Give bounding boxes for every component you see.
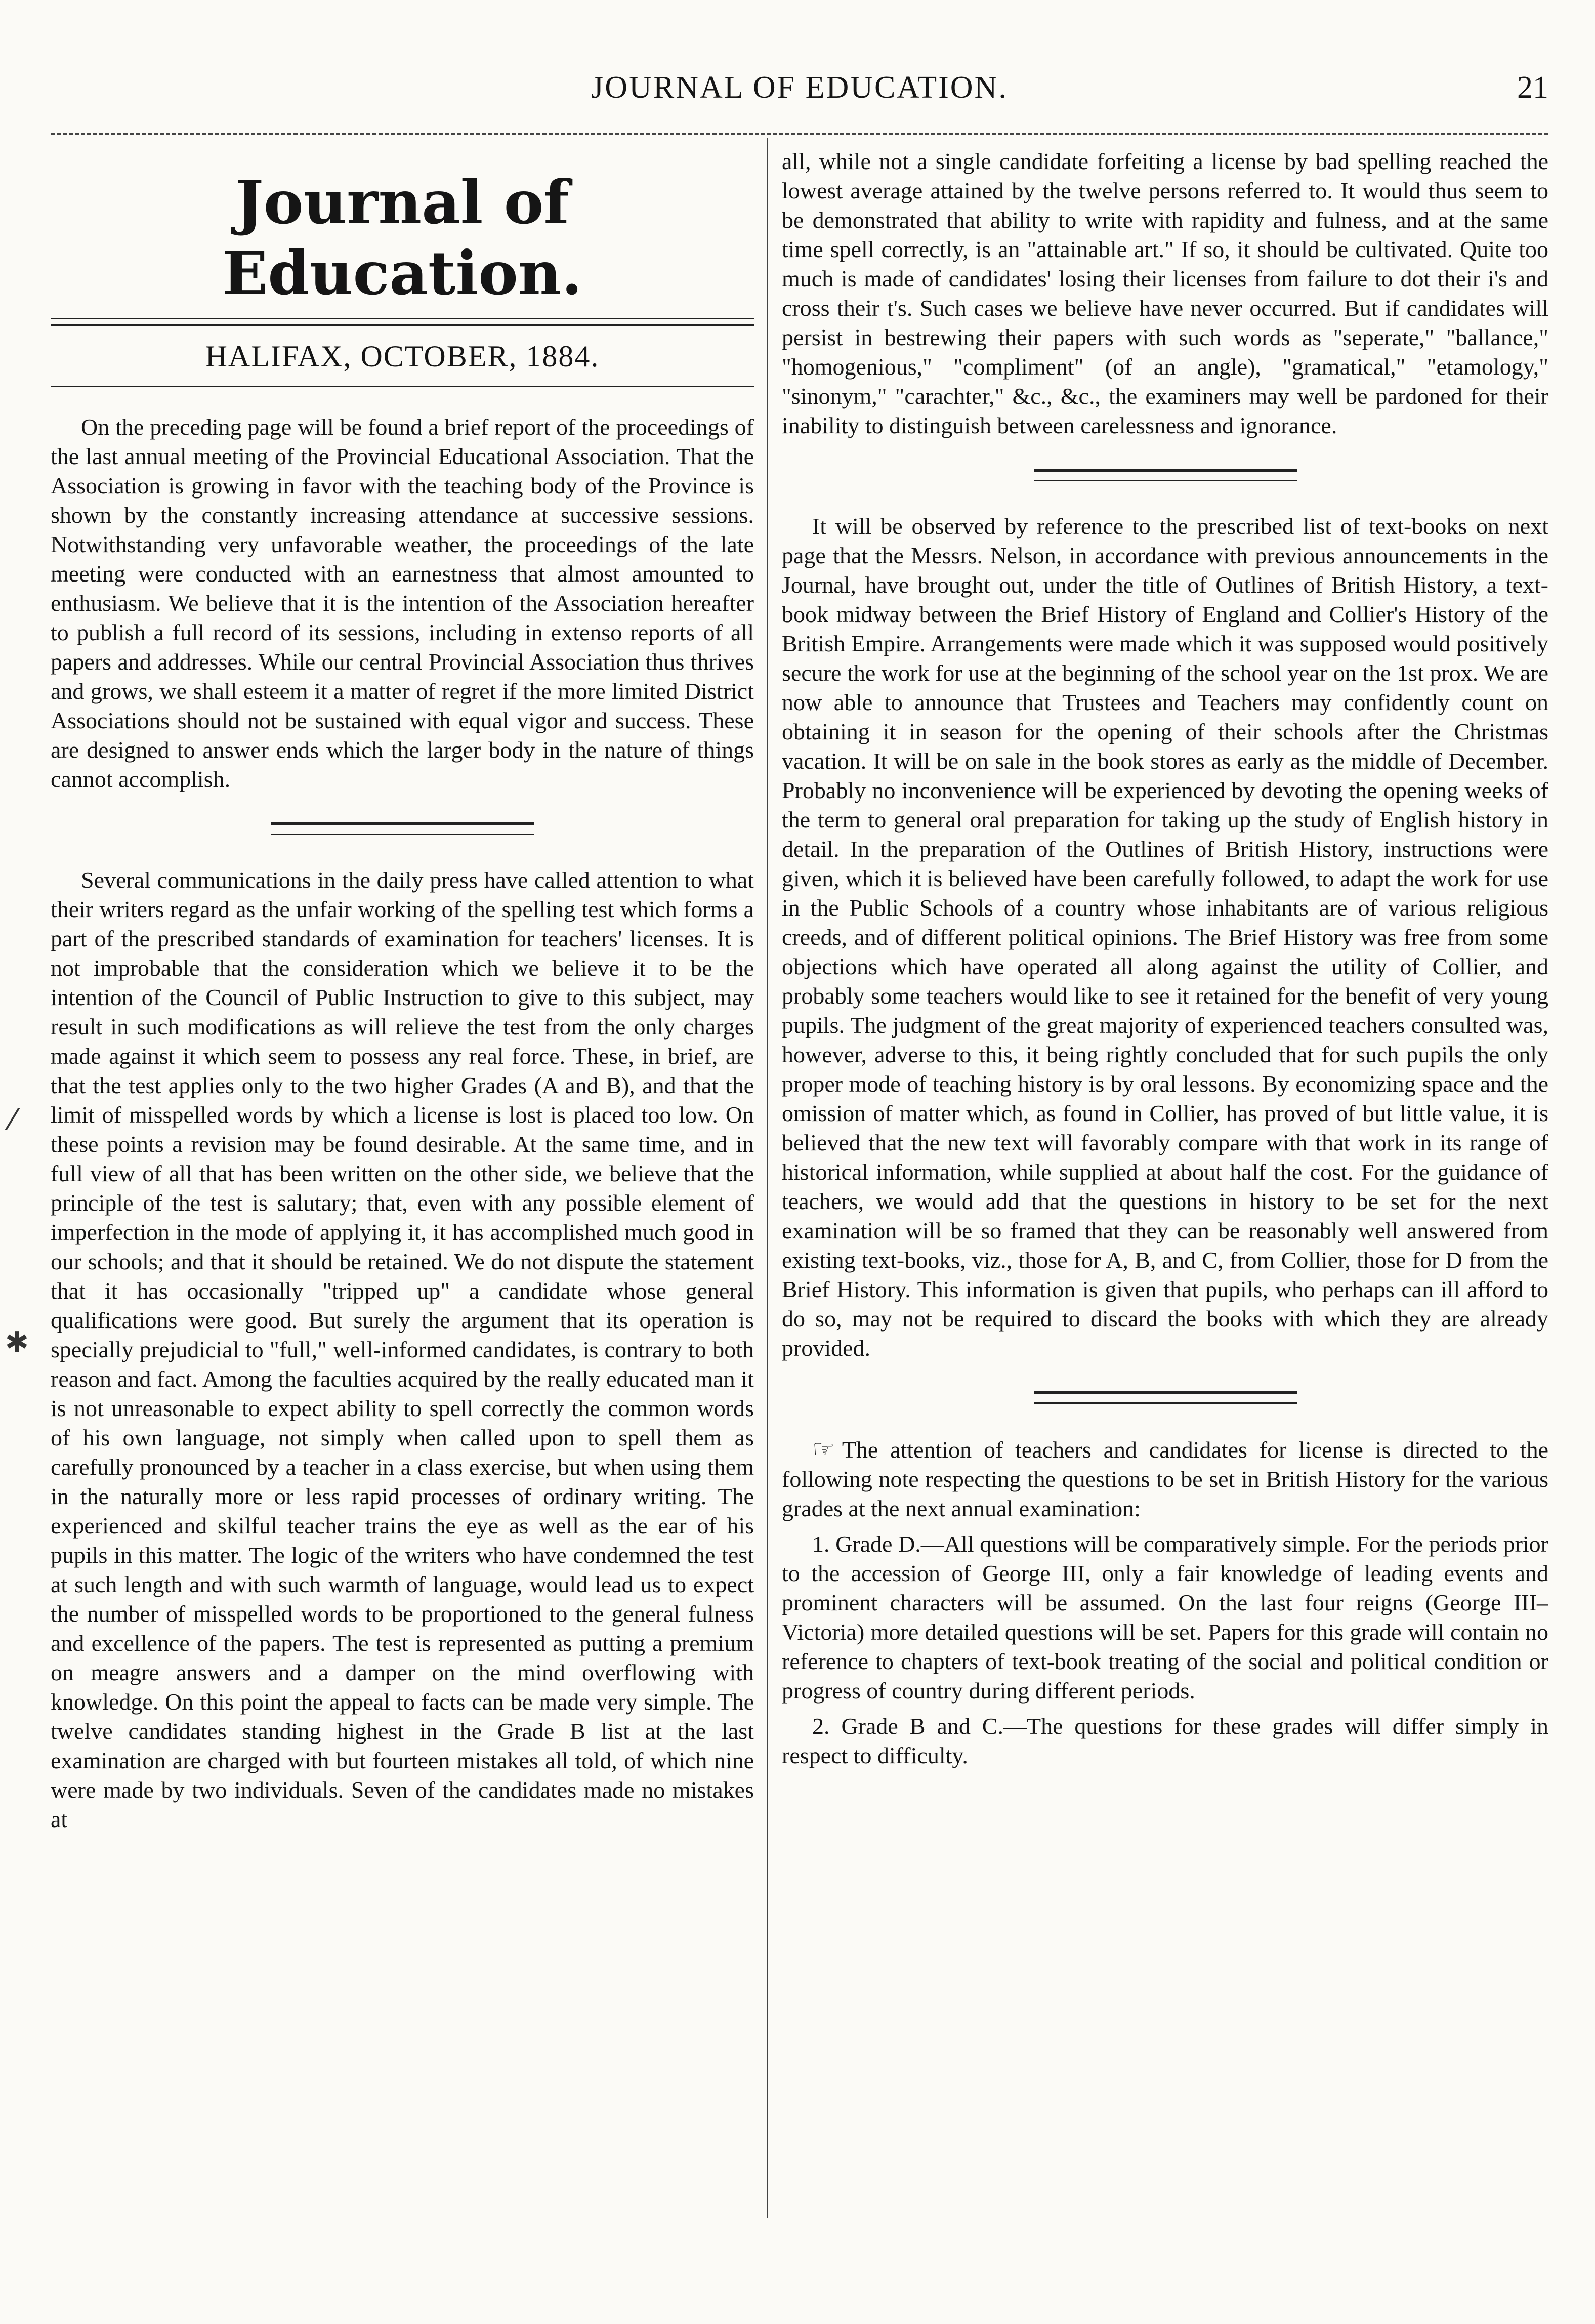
left-column	[51, 147, 754, 2212]
editorial-paragraph-association: On the preceding page will be found a brief report of the proceedings of the last annual meeting of the Provincial Educational Association. That the Association is growing in favor with the teaching body of the Province is shown by the constantly increasing attendance at successive sessions. Notwithstanding very unfavorable weather, the proceedings of the late meeting were conducted with an earnestness that almost amounted to enthusiasm. We believe that it is the intention of the Association hereafter to publish a full record of its sessions, including in extenso reports of all papers and addresses. While our central Provincial Association thus thrives and grows, we shall esteem it a matter of regret if the more limited District Associations should not be sustained with equal vigor and success. These are designed to answer ends which the larger body in the nature of things cannot accomplish.	[51, 414, 754, 792]
dateline: HALIFAX, OCTOBER, 1884.	[205, 340, 600, 373]
masthead-rule	[51, 318, 754, 326]
margin-asterisk-icon: ✱	[5, 1326, 29, 1359]
editorial-paragraph-spelling-test-continued: all, while not a single candidate forfeiting a license by bad spelling reached the lowest average attained by the twelve persons referred to. It would thus seem to be demonstrated that ability to write with rapidity and fulness, and at the same time spell correctly, is an "attainable art." If so, it should be cultivated. Quite too much is made of candidates' losing their licenses from failure to dot their i's and cross their t's. Such cases we believe have never occurred. But if candidates will persist in bestrewing their papers with such words as "seperate," "ballance," "homogenious," "compliment" (of an angle), "gramatical," "etamology," "sinonym," "carachter," &c., &c., the examiners may well be pardoned for their inability to distinguish between carelessness and ignorance.	[782, 148, 1548, 438]
masthead-title: Journal of Education.	[222, 167, 582, 308]
notice-text: The attention of teachers and candidates for license is directed to the following note respecting the questions to be set in British History for the various grades at the next annual examination:	[782, 1437, 1548, 1521]
editorial-paragraph-spelling-test: Several communications in the daily press have called attention to what their writers regard as the unfair working of the spelling test which forms a part of the prescribed standards of examination for teachers' licenses. It is not improbable that the consideration which we believe it to be the intention of the Council of Public Instruction to give to this subject, may result in such modifications as will relieve the test from the only charges made against it which seem to possess any real force. These, in brief, are that the test applies only to the two higher Grades (A and B), and that the limit of misspelled words by which a license is lost is placed too low. On these points a revision may be found desirable. At the same time, and in full view of all that has been written on the other side, we believe that the principle of the test is salutary; that, even with any possible element of imperfection in the mode of applying it, it has accomplished much good in our schools; and that it should be retained. We do not dispute the statement that it has occasionally "tripped up" a candidate whose general qualifications were good. But surely the argument that its operation is specially prejudicial to "full," well-informed candidates, is contrary to both reason and fact. Among the faculties acquired by the really educated man it is not unreasonable to expect ability to spell correctly the common words of his own language, not simply when called upon to spell them as carefully pronounced by a teacher in a class exercise, but when using them in the naturally more or less rapid processes of ordinary writing. The experienced and skilful teacher trains the eye as well as the ear of his pupils in this matter. The logic of the writers who have condemned the test at such length and with such warmth of language, would lead us to expect the number of misspelled words to be proportioned to the general fulness and excellence of the papers. The test is represented as putting a premium on meagre answers and a damper on the mind overflowing with knowledge. On this point the appeal to facts can be made very simple. The twelve candidates standing highest in the Grade B list at the last examination are charged with but fourteen mistakes all told, of which nine were made by two individuals. Seven of the candidates made no mistakes at	[51, 867, 754, 1832]
editorial-paragraph-history-textbook: It will be observed by reference to the prescribed list of text-books on next page that the Messrs. Nelson, in accordance with previous announcements in the Journal, have brought out, under the title of Outlines of British History, a text-book midway between the Brief History of England and Collier's History of the British Empire. Arrangements were made which it was supposed would positively secure the work for use at the beginning of the school year on the 1st prox. We are now able to announce that Trustees and Teachers may confidently count on obtaining it in season for the opening of their schools after the Christmas vacation. It will be on sale in the book stores as early as the middle of December. Probably no inconvenience will be experienced by devoting the opening weeks of the term to general oral preparation for taking up the study of English history in detail. In the preparation of the Outlines of British History, instructions were given, which it is believed have been carefully followed, to adapt the work for use in the Public Schools of a country whose inhabitants are of various religious creeds, and of different political opinions. The Brief History was free from some objections which have operated all along against the utility of Collier, and probably some teachers would like to see it retained for the benefit of very young pupils. The judgment of the great majority of experienced teachers consulted was, however, adverse to this, it being rightly concluded that for such pupils the only proper mode of teaching history is by oral lessons. By economizing space and the omission of matter which, as found in Collier, has proved of but little value, it is believed that the new text will favorably compare with that work in its range of historical information, while supplied at about half the cost. For the guidance of teachers, we would add that the questions in history to be set for the next examination will be so framed that they can be reasonably well answered from existing text-books, viz., those for A, B, and C, from Collier, those for D from the Brief History. This information is given that pupils, who perhaps can ill afford to do so, may not be required to discard the books with which they are already provided.	[782, 513, 1548, 1361]
section-separator	[1034, 1391, 1297, 1404]
running-header	[51, 61, 1548, 116]
header-rule	[51, 133, 1548, 135]
grade-b-c-item: 2. Grade B and C.—The questions for these grades will differ simply in respect to difficulty.	[782, 1713, 1548, 1768]
page-number: 21	[1517, 70, 1548, 105]
margin-tick-icon: ⁄	[10, 1103, 15, 1136]
pointing-hand-icon: ☞	[812, 1434, 835, 1464]
notice-paragraph	[782, 1434, 1548, 1523]
right-column	[782, 147, 1548, 2212]
dateline-rule	[51, 386, 754, 387]
section-separator	[1034, 469, 1297, 481]
grade-d-item: 1. Grade D.—All questions will be comparatively simple. For the periods prior to the accession of George III, only a fair knowledge of leading events and prominent characters will be assumed. On the last four reigns (George III–Victoria) more detailed questions will be set. Papers for this grade will contain no reference to chapters of text-book treating of the social and political condition or progress of country during different periods.	[782, 1531, 1548, 1704]
running-title: JOURNAL OF EDUCATION.	[591, 70, 1008, 105]
section-separator	[271, 822, 534, 835]
column-divider	[767, 138, 768, 2218]
